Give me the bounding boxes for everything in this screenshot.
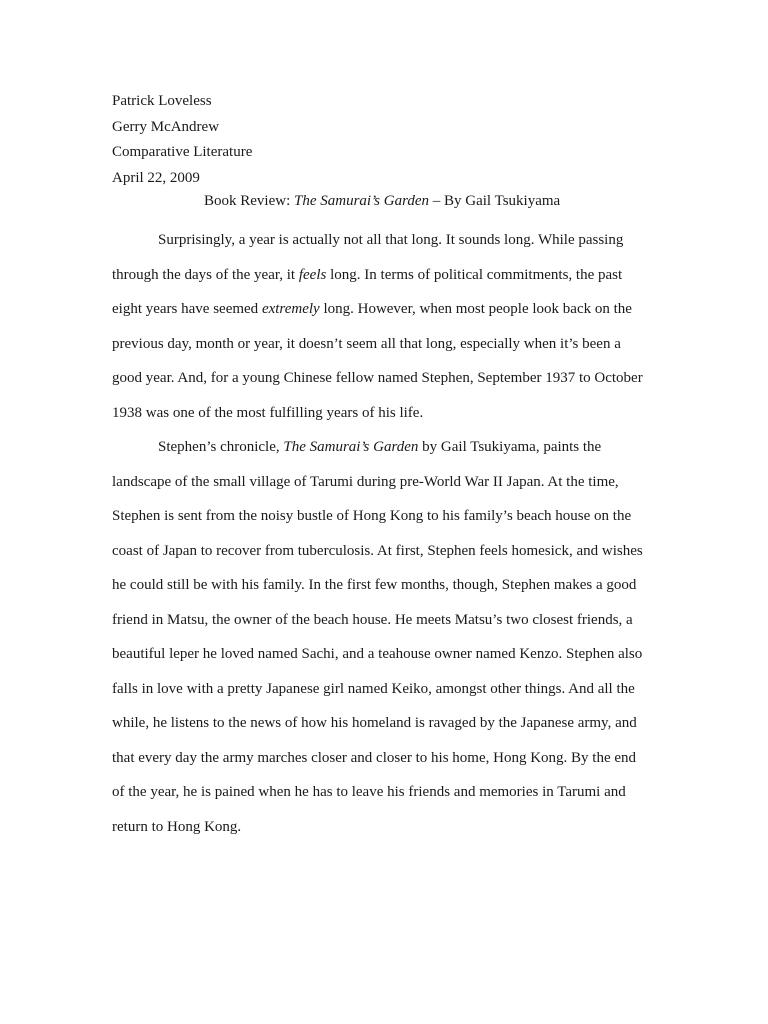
title-book-name: The Samurai’s Garden [294, 193, 430, 209]
instructor-name: Gerry McAndrew [112, 118, 220, 135]
title-suffix: – By Gail Tsukiyama [429, 193, 561, 209]
p2-line-4: coast of Japan to recover from tuberculosis. At first, Stephen feels homesick, and wishes [112, 542, 643, 559]
p2-line-3: Stephen is sent from the noisy bustle of Hong Kong to his family’s beach house on the [112, 508, 632, 524]
p1-line-3 [112, 295, 640, 330]
p1-line-3-b: long. However, when most people look back on the [319, 301, 632, 317]
p1-line-2 [112, 261, 640, 296]
p1-line-2-b: long. In terms of political commitments, the past [326, 266, 623, 283]
p1-line-5: good year. And, for a young Chinese fellow named Stephen, September 1937 to October [112, 370, 643, 386]
p2-line-12: return to Hong Kong. [112, 818, 242, 835]
title-prefix: Book Review: [204, 193, 294, 209]
p2-line-5: he could still be with his family. In the first few months, though, Stephen makes a good [112, 577, 637, 593]
p2-line-1-b: by Gail Tsukiyama, paints the [418, 439, 602, 455]
p1-line-3-emphasis: extremely [261, 301, 320, 317]
p2-line-11: of the year, he is pained when he has to leave his friends and memories in Tarumi and [112, 784, 626, 800]
course-name: Comparative Literature [112, 144, 253, 160]
p1-line-6: 1938 was one of the most fulfilling years of his life. [112, 404, 424, 421]
p1-line-4: previous day, month or year, it doesn’t seem all that long, especially when it’s been a [112, 335, 621, 352]
essay-body [112, 226, 643, 847]
p1-line-3-a: eight years have seemed [112, 301, 262, 317]
p1-line-1: Surprisingly, a year is actually not all that long. It sounds long. While passing [158, 232, 624, 248]
p1-line-2-emphasis: feels [298, 266, 327, 283]
document-title [204, 193, 560, 210]
p2-line-6: friend in Matsu, the owner of the beach house. He meets Matsu’s two closest friends, a [112, 611, 633, 628]
p2-line-1-book-title: The Samurai’s Garden [283, 439, 419, 455]
p2-line-9: while, he listens to the news of how his homeland is ravaged by the Japanese army, and [112, 715, 637, 731]
p2-line-1 [112, 433, 640, 468]
p2-line-8: falls in love with a pretty Japanese girl named Keiko, amongst other things. And all the [112, 680, 635, 697]
p2-line-2: landscape of the small village of Tarumi during pre-World War II Japan. At the time, [112, 473, 619, 490]
header-block [112, 89, 252, 191]
p1-line-2-a: through the days of the year, it [112, 266, 299, 283]
p2-line-10: that every day the army marches closer and closer to his home, Hong Kong. By the end [112, 749, 637, 766]
p2-line-7: beautiful leper he loved named Sachi, and a teahouse owner named Kenzo. Stephen also [112, 646, 643, 662]
p2-line-1-a: Stephen’s chronicle, [158, 439, 284, 455]
author-name: Patrick Loveless [112, 93, 212, 109]
document-date: April 22, 2009 [112, 169, 200, 186]
